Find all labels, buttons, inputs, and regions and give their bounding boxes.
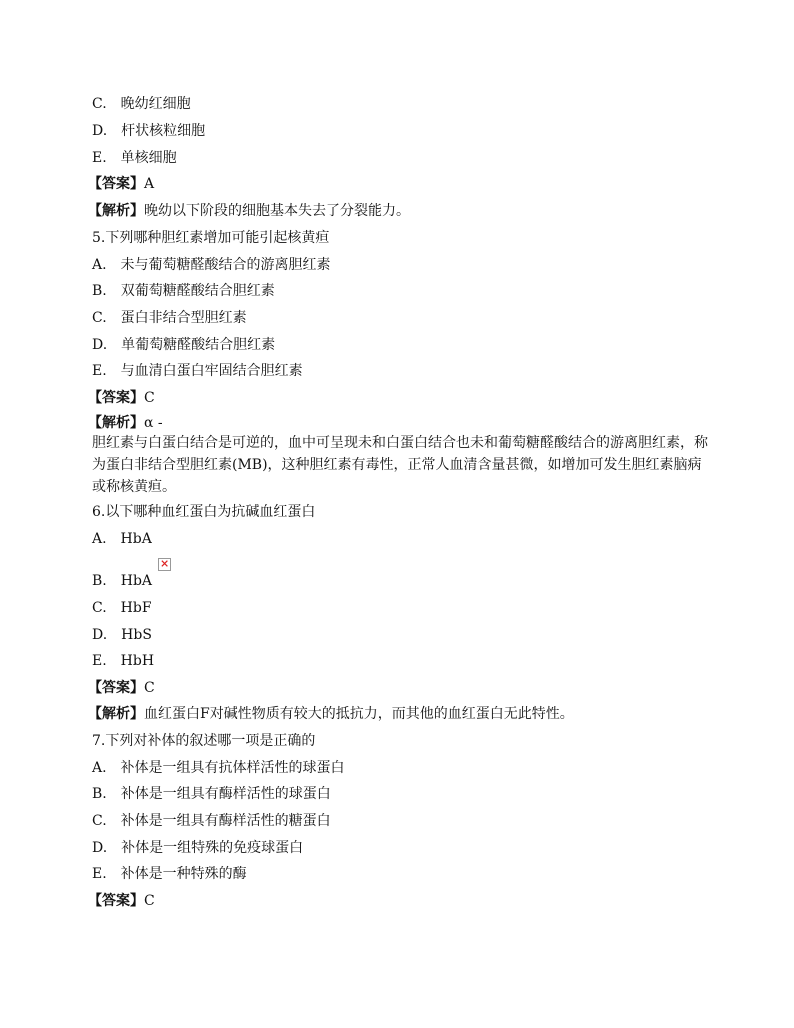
q6-option-e: E. HbH: [92, 653, 155, 669]
analysis-tag: 【解析】: [88, 203, 144, 219]
q7-option-d: D. 补体是一组特殊的免疫球蛋白: [92, 840, 304, 856]
q6-option-a: A. HbA: [92, 531, 152, 547]
q5-answer: [88, 389, 155, 407]
q7-option-a: A. 补体是一组具有抗体样活性的球蛋白: [92, 760, 345, 776]
broken-image-icon: [158, 558, 171, 571]
q7-option-e: E. 补体是一种特殊的酶: [92, 866, 247, 882]
q7-option-c: C. 补体是一组具有酶样活性的糖蛋白: [92, 813, 331, 829]
q5-option-d: D. 单葡萄糖醛酸结合胆红素: [92, 337, 276, 353]
q5-analysis-body: 胆红素与白蛋白结合是可逆的，血中可呈现未和白蛋白结合也未和葡萄糖醛酸结合的游离胆红素，称为蛋白非结合型胆红素(MB)，这种胆红素有毒性，正常人血清含量甚微，如增加可发生胆红素脑病或称核黄疸。: [92, 435, 708, 495]
analysis-tag: 【解析】: [88, 706, 144, 722]
q4-answer: [88, 175, 154, 193]
q4-option-e: E. 单核细胞: [92, 150, 177, 166]
answer-value: C: [144, 893, 155, 909]
answer-value: C: [144, 390, 155, 406]
q6-option-b: [92, 572, 171, 590]
analysis-text: 血红蛋白F对碱性物质有较大的抵抗力，而其他的血红蛋白无此特性。: [144, 706, 574, 722]
q7-answer: [88, 892, 155, 910]
analysis-greek: α -: [144, 415, 163, 431]
answer-value: A: [144, 176, 155, 192]
q5-option-b: B. 双葡萄糖醛酸结合胆红素: [92, 283, 275, 299]
q5-analysis-head: [88, 414, 163, 432]
q5-stem: 5.下列哪种胆红素增加可能引起核黄疸: [92, 230, 330, 246]
answer-value: C: [144, 680, 155, 696]
q6-option-c: C. HbF: [92, 600, 152, 616]
q4-analysis: [88, 202, 410, 220]
q7-option-b: B. 补体是一组具有酶样活性的球蛋白: [92, 786, 331, 802]
answer-tag: 【答案】: [88, 893, 144, 909]
q6-option-b-text: B. HbA: [92, 573, 153, 589]
q6-analysis: [88, 705, 574, 723]
q5-option-c: C. 蛋白非结合型胆红素: [92, 310, 247, 326]
q5-option-a: A. 未与葡萄糖醛酸结合的游离胆红素: [92, 257, 331, 273]
analysis-tag: 【解析】: [88, 415, 144, 431]
q6-option-d: D. HbS: [92, 627, 152, 643]
q4-option-d: D. 杆状核粒细胞: [92, 123, 206, 139]
analysis-text: 晚幼以下阶段的细胞基本失去了分裂能力。: [144, 203, 410, 219]
answer-tag: 【答案】: [88, 390, 144, 406]
q5-option-e: E. 与血清白蛋白牢固结合胆红素: [92, 363, 303, 379]
q4-option-c: C. 晚幼红细胞: [92, 96, 191, 112]
q7-stem: 7.下列对补体的叙述哪一项是正确的: [92, 733, 316, 749]
q6-stem: 6.以下哪种血红蛋白为抗碱血红蛋白: [92, 504, 316, 520]
answer-tag: 【答案】: [88, 176, 144, 192]
q6-answer: [88, 679, 155, 697]
answer-tag: 【答案】: [88, 680, 144, 696]
